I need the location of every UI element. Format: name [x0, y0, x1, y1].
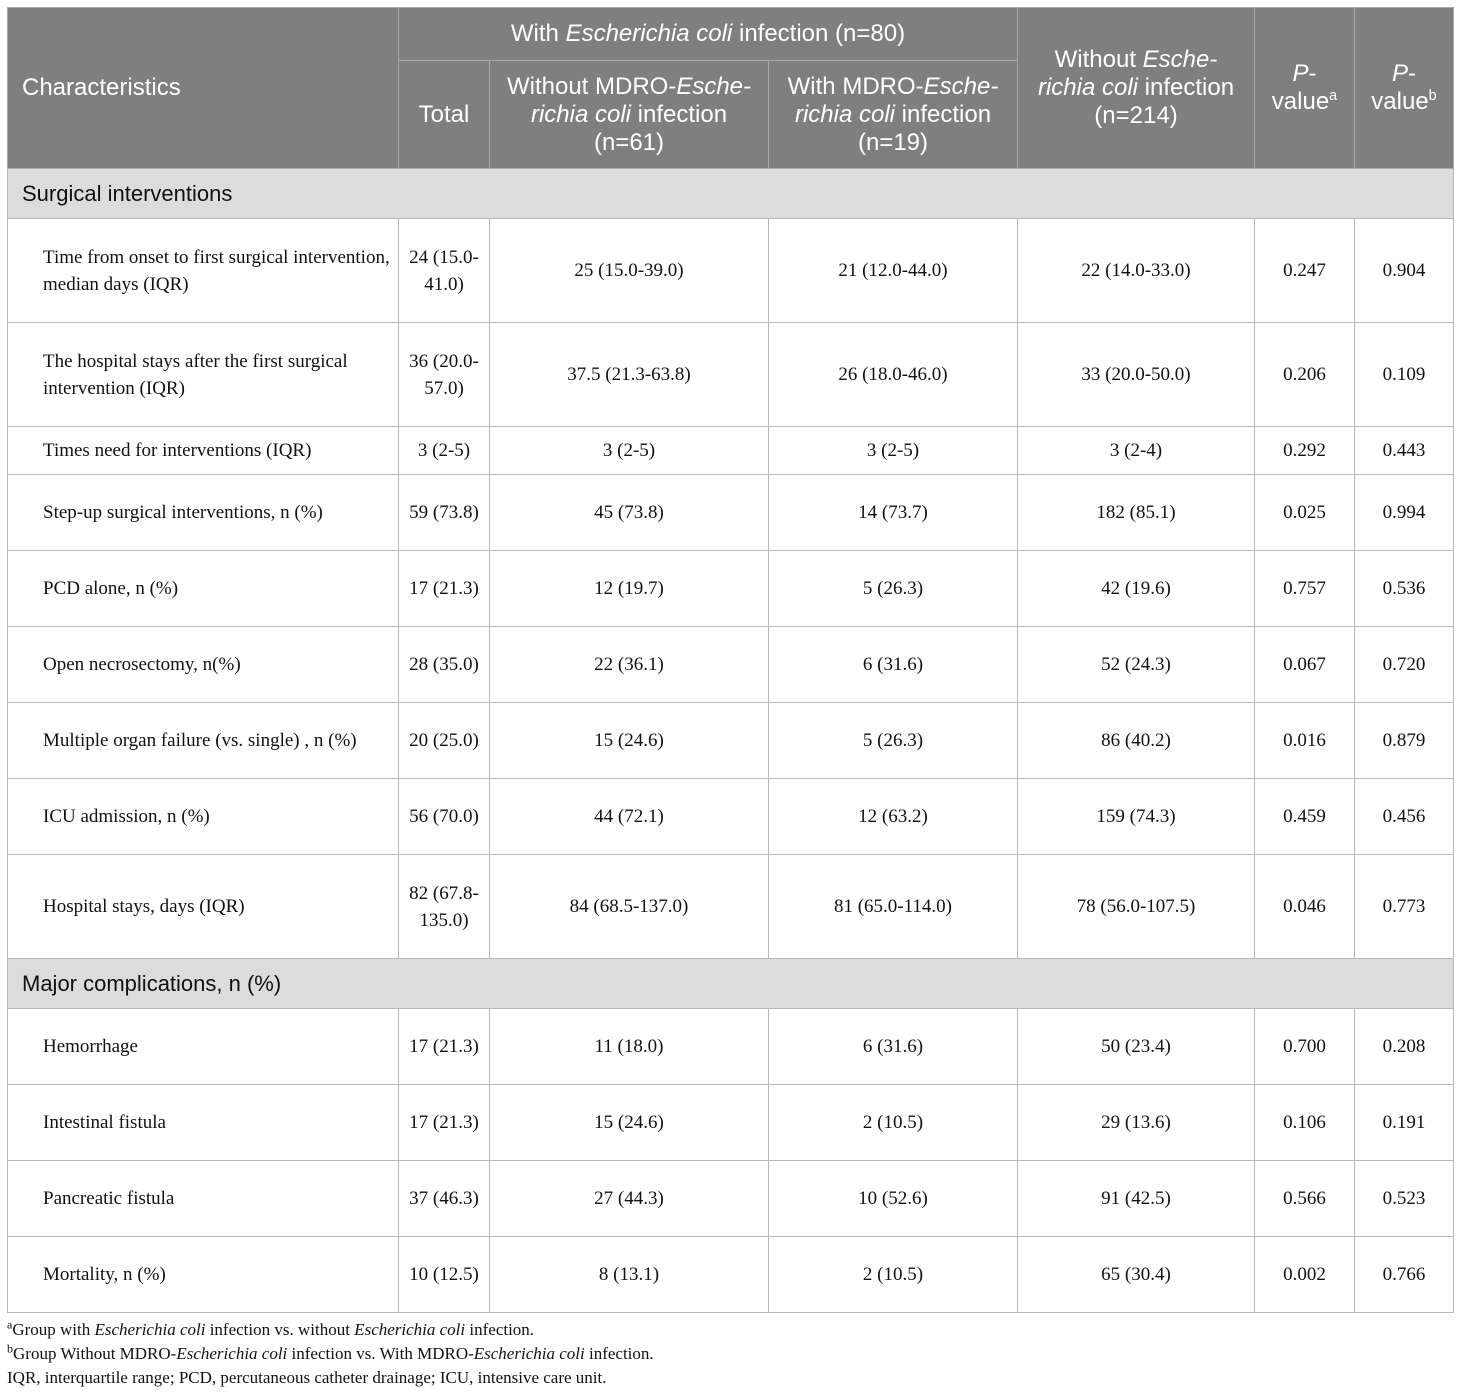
table-row — [8, 219, 1454, 323]
cell-without-ecoli: 42 (19.6) — [1018, 551, 1255, 627]
cell-without-mdro: 15 (24.6) — [490, 1085, 769, 1161]
header-total: Total — [399, 61, 490, 169]
table-footnotes — [7, 1318, 1453, 1390]
row-label: Multiple organ failure (vs. single) , n (%) — [8, 703, 399, 779]
cell-with-mdro: 3 (2-5) — [769, 427, 1018, 475]
row-label: Open necrosectomy, n(%) — [8, 627, 399, 703]
section-title: Major complications, n (%) — [8, 959, 1454, 1009]
table-row — [8, 1009, 1454, 1085]
section-row — [8, 169, 1454, 219]
table-row — [8, 1161, 1454, 1237]
cell-total: 10 (12.5) — [399, 1237, 490, 1313]
table-row — [8, 1085, 1454, 1161]
cell-with-mdro: 2 (10.5) — [769, 1085, 1018, 1161]
cell-without-ecoli: 3 (2-4) — [1018, 427, 1255, 475]
cell-with-mdro: 5 (26.3) — [769, 703, 1018, 779]
header-with-ecoli: With Escherichia coli infection (n=80) — [399, 8, 1018, 61]
cell-without-mdro: 3 (2-5) — [490, 427, 769, 475]
cell-without-mdro: 84 (68.5-137.0) — [490, 855, 769, 959]
row-label: The hospital stays after the first surgical intervention (IQR) — [8, 323, 399, 427]
cell-p-value-b: 0.191 — [1355, 1085, 1454, 1161]
cell-without-ecoli: 33 (20.0-50.0) — [1018, 323, 1255, 427]
table-body — [8, 169, 1454, 1313]
cell-with-mdro: 2 (10.5) — [769, 1237, 1018, 1313]
cell-with-mdro: 21 (12.0-44.0) — [769, 219, 1018, 323]
header-without-mdro: Without MDRO-Esche-richia coli infection (n=61) — [490, 61, 769, 169]
header-p-value-a: P-value$^a$ — [1255, 8, 1355, 169]
cell-p-value-a: 0.025 — [1255, 475, 1355, 551]
table-row — [8, 475, 1454, 551]
cell-p-value-a: 0.206 — [1255, 323, 1355, 427]
cell-p-value-b: 0.456 — [1355, 779, 1454, 855]
cell-total: 17 (21.3) — [399, 551, 490, 627]
table-row — [8, 703, 1454, 779]
row-label: PCD alone, n (%) — [8, 551, 399, 627]
cell-with-mdro: 10 (52.6) — [769, 1161, 1018, 1237]
cell-p-value-b: 0.879 — [1355, 703, 1454, 779]
header-with-mdro: With MDRO-Esche-richia coli infection (n=19) — [769, 61, 1018, 169]
results-table — [7, 7, 1454, 1313]
cell-without-ecoli: 78 (56.0-107.5) — [1018, 855, 1255, 959]
cell-p-value-b: 0.523 — [1355, 1161, 1454, 1237]
cell-without-ecoli: 29 (13.6) — [1018, 1085, 1255, 1161]
cell-with-mdro: 6 (31.6) — [769, 1009, 1018, 1085]
cell-total: 59 (73.8) — [399, 475, 490, 551]
table-row — [8, 1237, 1454, 1313]
table-row — [8, 779, 1454, 855]
row-label: Mortality, n (%) — [8, 1237, 399, 1313]
row-label: Intestinal fistula — [8, 1085, 399, 1161]
cell-p-value-b: 0.720 — [1355, 627, 1454, 703]
row-label: Hemorrhage — [8, 1009, 399, 1085]
table-row — [8, 323, 1454, 427]
cell-without-mdro: 11 (18.0) — [490, 1009, 769, 1085]
cell-p-value-a: 0.046 — [1255, 855, 1355, 959]
cell-with-mdro: 12 (63.2) — [769, 779, 1018, 855]
cell-without-mdro: 15 (24.6) — [490, 703, 769, 779]
cell-without-ecoli: 91 (42.5) — [1018, 1161, 1255, 1237]
cell-without-ecoli: 182 (85.1) — [1018, 475, 1255, 551]
header-p-value-b: P-value$^b$ — [1355, 8, 1454, 169]
section-row — [8, 959, 1454, 1009]
results-table-container — [7, 7, 1453, 1313]
footnote-a: $^a$Group with Escherichia coli infection vs. without Escherichia coli infection. — [7, 1317, 535, 1339]
cell-p-value-b: 0.766 — [1355, 1237, 1454, 1313]
cell-without-ecoli: 52 (24.3) — [1018, 627, 1255, 703]
table-row — [8, 551, 1454, 627]
row-label: Hospital stays, days (IQR) — [8, 855, 399, 959]
cell-total: 56 (70.0) — [399, 779, 490, 855]
cell-total: 20 (25.0) — [399, 703, 490, 779]
row-label: Pancreatic fistula — [8, 1161, 399, 1237]
table-row — [8, 427, 1454, 475]
cell-with-mdro: 26 (18.0-46.0) — [769, 323, 1018, 427]
cell-p-value-a: 0.002 — [1255, 1237, 1355, 1313]
cell-without-ecoli: 86 (40.2) — [1018, 703, 1255, 779]
cell-total: 36 (20.0-57.0) — [399, 323, 490, 427]
cell-p-value-b: 0.208 — [1355, 1009, 1454, 1085]
cell-total: 3 (2-5) — [399, 427, 490, 475]
cell-total: 28 (35.0) — [399, 627, 490, 703]
cell-p-value-a: 0.566 — [1255, 1161, 1355, 1237]
cell-p-value-a: 0.459 — [1255, 779, 1355, 855]
section-title: Surgical interventions — [8, 169, 1454, 219]
footnote-abbreviations: IQR, interquartile range; PCD, percutaneous catheter drainage; ICU, intensive care unit. — [7, 1368, 607, 1387]
cell-total: 24 (15.0-41.0) — [399, 219, 490, 323]
cell-without-mdro: 12 (19.7) — [490, 551, 769, 627]
cell-without-ecoli: 22 (14.0-33.0) — [1018, 219, 1255, 323]
row-label: ICU admission, n (%) — [8, 779, 399, 855]
cell-total: 17 (21.3) — [399, 1085, 490, 1161]
cell-p-value-b: 0.443 — [1355, 427, 1454, 475]
row-label: Times need for interventions (IQR) — [8, 427, 399, 475]
cell-without-mdro: 22 (36.1) — [490, 627, 769, 703]
table-row — [8, 855, 1454, 959]
table-row — [8, 627, 1454, 703]
cell-with-mdro: 5 (26.3) — [769, 551, 1018, 627]
row-label: Time from onset to first surgical intervention, median days (IQR) — [8, 219, 399, 323]
cell-without-mdro: 8 (13.1) — [490, 1237, 769, 1313]
cell-p-value-a: 0.067 — [1255, 627, 1355, 703]
cell-without-ecoli: 159 (74.3) — [1018, 779, 1255, 855]
cell-with-mdro: 14 (73.7) — [769, 475, 1018, 551]
cell-p-value-b: 0.994 — [1355, 475, 1454, 551]
cell-p-value-b: 0.536 — [1355, 551, 1454, 627]
header-characteristics: Characteristics — [8, 8, 399, 169]
cell-p-value-a: 0.700 — [1255, 1009, 1355, 1085]
cell-p-value-b: 0.904 — [1355, 219, 1454, 323]
cell-p-value-a: 0.247 — [1255, 219, 1355, 323]
cell-total: 37 (46.3) — [399, 1161, 490, 1237]
cell-without-mdro: 37.5 (21.3-63.8) — [490, 323, 769, 427]
row-label: Step-up surgical interventions, n (%) — [8, 475, 399, 551]
header-without-ecoli: Without Esche-richia coli infection (n=214) — [1018, 8, 1255, 169]
cell-p-value-a: 0.292 — [1255, 427, 1355, 475]
cell-with-mdro: 81 (65.0-114.0) — [769, 855, 1018, 959]
table-header — [8, 8, 1454, 169]
cell-p-value-b: 0.109 — [1355, 323, 1454, 427]
cell-with-mdro: 6 (31.6) — [769, 627, 1018, 703]
cell-without-ecoli: 65 (30.4) — [1018, 1237, 1255, 1313]
cell-total: 17 (21.3) — [399, 1009, 490, 1085]
cell-without-mdro: 45 (73.8) — [490, 475, 769, 551]
cell-p-value-a: 0.757 — [1255, 551, 1355, 627]
cell-without-mdro: 44 (72.1) — [490, 779, 769, 855]
cell-p-value-a: 0.016 — [1255, 703, 1355, 779]
cell-p-value-b: 0.773 — [1355, 855, 1454, 959]
footnote-b: $^b$Group Without MDRO-Escherichia coli infection vs. With MDRO-Escherichia coli infection. — [7, 1341, 654, 1363]
cell-without-mdro: 25 (15.0-39.0) — [490, 219, 769, 323]
cell-without-mdro: 27 (44.3) — [490, 1161, 769, 1237]
cell-total: 82 (67.8-135.0) — [399, 855, 490, 959]
cell-without-ecoli: 50 (23.4) — [1018, 1009, 1255, 1085]
cell-p-value-a: 0.106 — [1255, 1085, 1355, 1161]
